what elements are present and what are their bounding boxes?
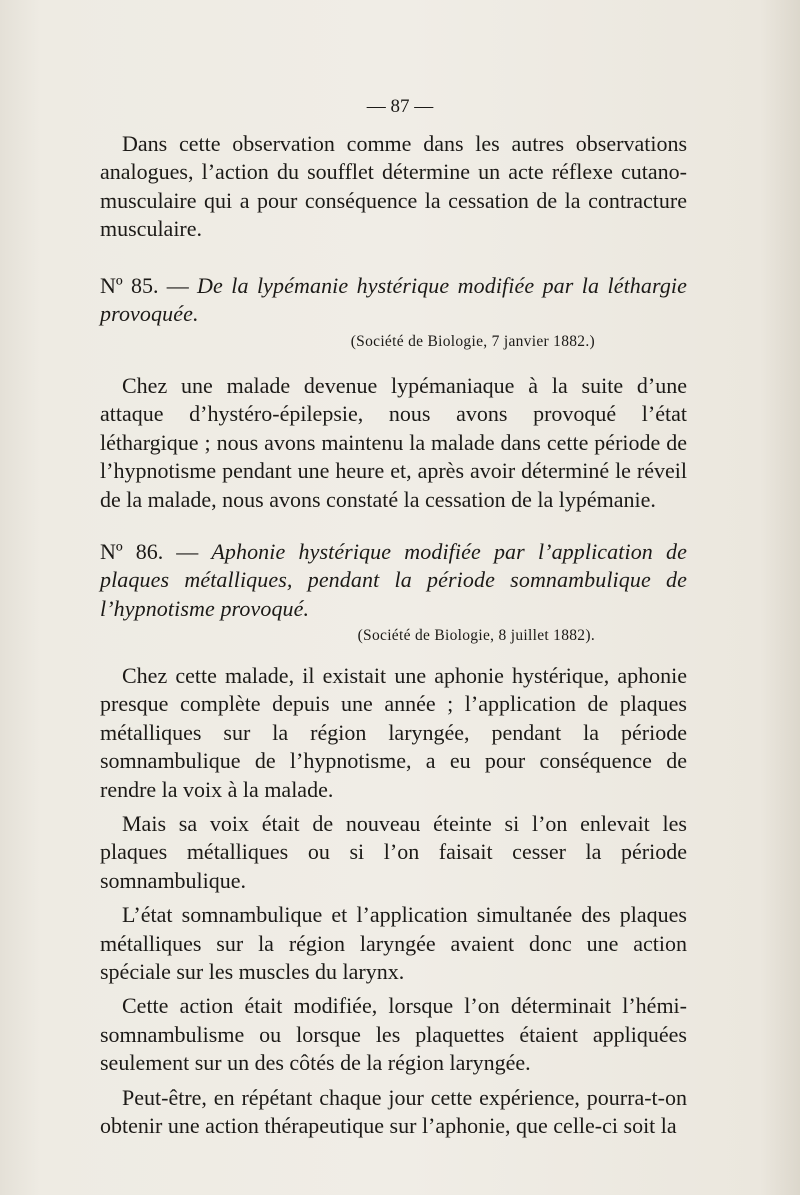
section-85-body xyxy=(100,372,687,514)
section-85-paragraph: Chez une malade devenue lypémaniaque à la suite d’une attaque d’hystéro-épilepsie, nous avons provoqué l’état léthargique ; nous avons maintenu la malade dans cette période de l’hypnotisme pendant une heure et, après avoir déterminé le réveil de la malade, nous avons constaté la cessation de la lypémanie. xyxy=(100,373,687,512)
section-86-source-text: (Société de Biologie, 8 juillet 1882). xyxy=(357,627,595,645)
section-85-heading xyxy=(100,272,687,329)
section-86-paragraph-3: L’état somnambulique et l’application simultanée des plaques métalliques sur la région laryngée avaient donc une action spéciale sur les muscles du larynx. xyxy=(100,902,687,985)
section-86-title: Aphonie hystérique modifiée par l’application de plaques métalliques, pendant la période somnambulique de l’hypnotisme provoqué. xyxy=(100,539,687,621)
section-86-heading xyxy=(100,538,687,623)
section-86-source xyxy=(100,627,595,645)
page-number: — 87 — xyxy=(366,96,434,117)
section-85-number: Nº 85. — xyxy=(100,273,189,298)
section-86-paragraph-1: Chez cette malade, il existait une aphonie hystérique, aphonie presque complète depuis une année ; l’application de plaques métalliques sur la région laryngée, pendant la période somnambulique de l’hypnotisme, a eu pour conséquence de rendre la voix à la malade. xyxy=(100,663,687,802)
intro-block xyxy=(100,130,687,244)
section-86-paragraph-2: Mais sa voix était de nouveau éteinte si l’on enlevait les plaques métalliques ou si l’on faisait cesser la période somnambulique. xyxy=(100,811,687,893)
section-85-source xyxy=(100,333,595,351)
section-86-body xyxy=(100,662,687,1141)
section-86-number: Nº 86. — xyxy=(100,539,199,564)
section-86-paragraph-5: Peut-être, en répétant chaque jour cette expérience, pourra-t-on obtenir une action thérapeutique sur l’aphonie, que celle-ci soit la xyxy=(100,1084,687,1139)
section-85-title: De la lypémanie hystérique modifiée par la léthargie provoquée. xyxy=(100,273,688,327)
intro-paragraph: Dans cette observation comme dans les autres observations analogues, l’action du soufflet détermine un acte réflexe cutano-musculaire qui a pour conséquence la cessation de la contracture musculaire. xyxy=(100,131,687,242)
section-86 xyxy=(100,538,687,645)
section-85 xyxy=(100,272,687,351)
section-85-source-text: (Société de Biologie, 7 janvier 1882.) xyxy=(350,332,595,350)
section-86-paragraph-4: Cette action était modifiée, lorsque l’on déterminait l’hémi-somnambulisme ou lorsque les plaquettes étaient appliquées seulement sur un des côtés de la région laryngée. xyxy=(100,993,687,1076)
